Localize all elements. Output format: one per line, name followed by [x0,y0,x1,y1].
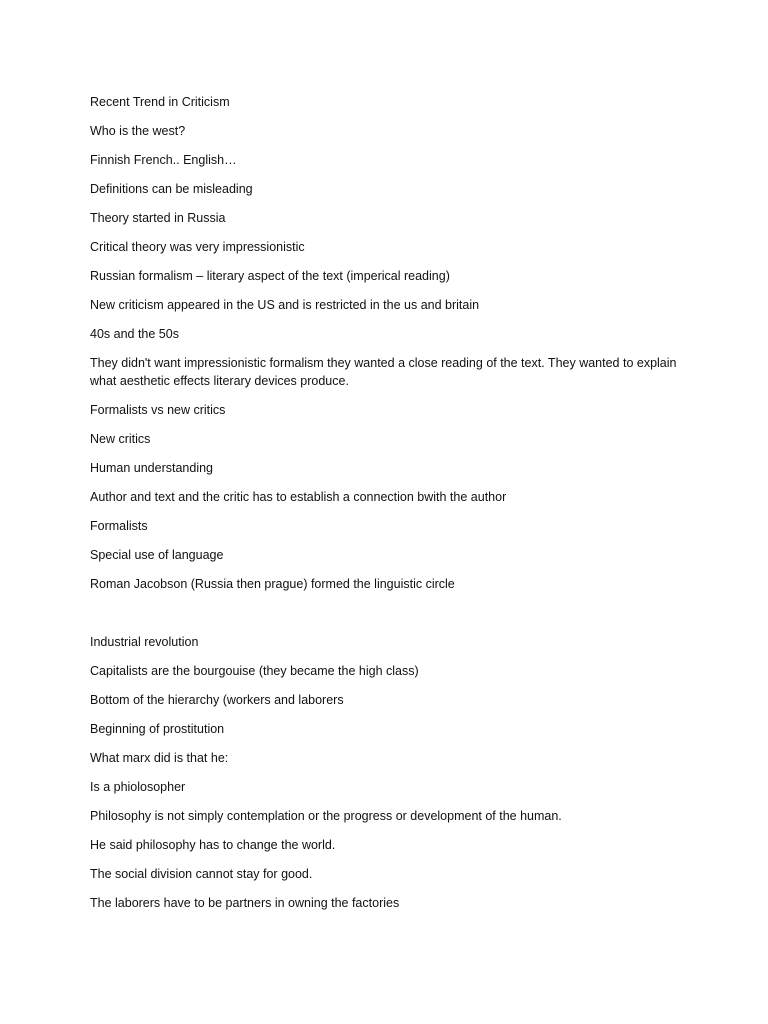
paragraph: Definitions can be misleading [90,182,253,196]
paragraph: Theory started in Russia [90,211,226,225]
paragraph: Finnish French.. English… [90,153,237,167]
paragraph: Who is the west? [90,124,186,138]
paragraph: 40s and the 50s [90,327,179,341]
paragraph: New critics [90,432,151,446]
paragraph: Philosophy is not simply contemplation or the progress or development of the human. [90,809,562,823]
paragraph: Bottom of the hierarchy (workers and laborers [90,693,344,707]
paragraph: New criticism appeared in the US and is restricted in the us and britain [90,298,480,312]
paragraph: Formalists vs new critics [90,403,226,417]
paragraph: Is a phiolosopher [90,780,186,794]
paragraph: What marx did is that he: [90,751,229,765]
blank-line [90,604,680,633]
paragraph: Recent Trend in Criticism [90,95,230,109]
paragraph: Russian formalism – literary aspect of the text (imperical reading) [90,269,450,283]
paragraph: Industrial revolution [90,635,199,649]
paragraph: Capitalists are the bourgouise (they became the high class) [90,664,419,678]
paragraph: Human understanding [90,461,213,475]
paragraph: They didn't want impressionistic formalism they wanted a close reading of the text. They wanted to explain what aesthetic effects literary devices produce. [90,356,677,388]
paragraph: Critical theory was very impressionistic [90,240,305,254]
paragraph: Roman Jacobson (Russia then prague) formed the linguistic circle [90,577,455,591]
paragraph: Formalists [90,519,148,533]
paragraph: Beginning of prostitution [90,722,225,736]
paragraph: Special use of language [90,548,224,562]
paragraph: Author and text and the critic has to establish a connection bwith the author [90,490,507,504]
paragraph: He said philosophy has to change the world. [90,838,336,852]
paragraph: The laborers have to be partners in owning the factories [90,896,400,910]
document-body [90,93,680,923]
paragraph: The social division cannot stay for good. [90,867,313,881]
